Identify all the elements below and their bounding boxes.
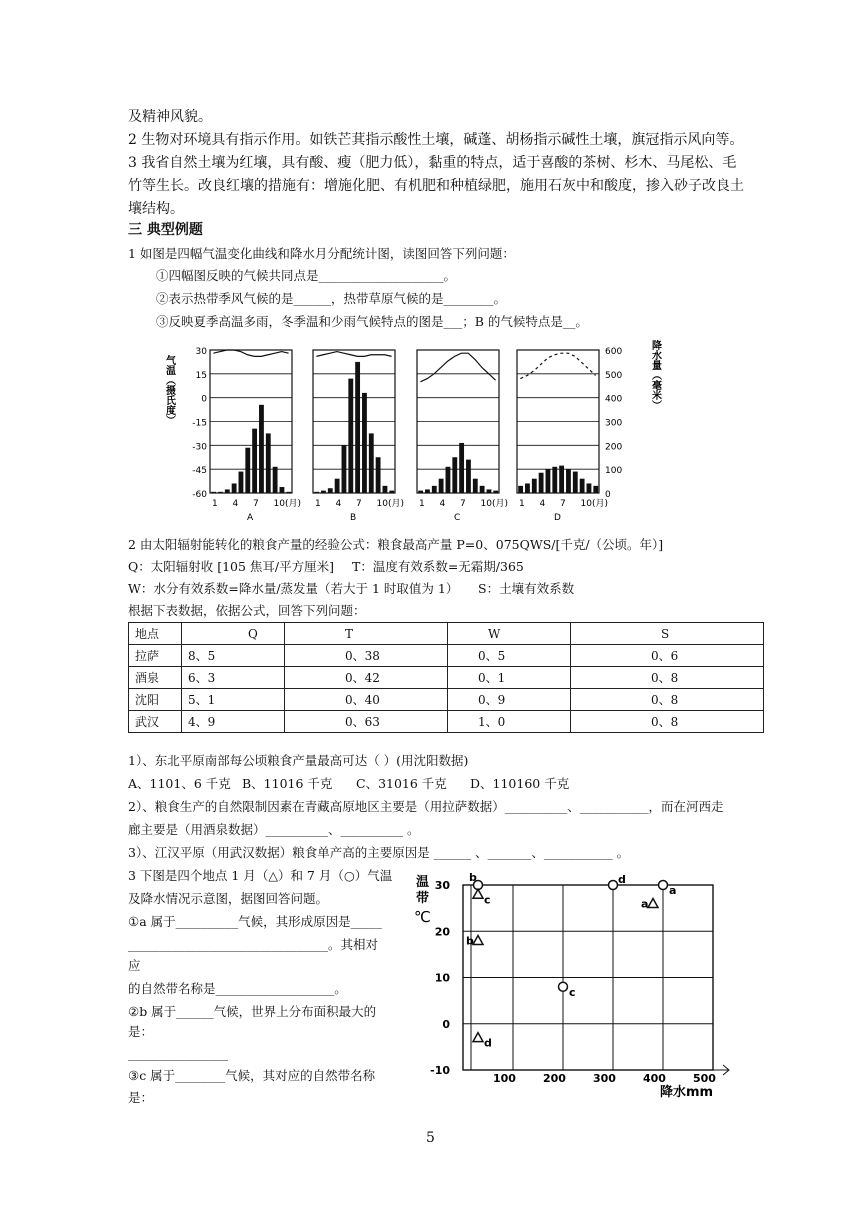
climate-charts-figure [165, 335, 665, 525]
temperature-precipitation-scatter [408, 871, 738, 1100]
left-axis-tick-label: 30 [195, 347, 207, 357]
panel-label: C [454, 513, 461, 523]
point-label: b [466, 934, 474, 948]
right-axis-label: 降水量（毫米） [649, 340, 661, 410]
table-row [129, 711, 764, 733]
precipitation-bar [587, 483, 592, 493]
x-tick-label: 7 [253, 499, 259, 509]
panel-label: A [247, 513, 254, 523]
precipitation-bar [342, 445, 347, 493]
q1-question-c: ③反映夏季高温多雨，冬季温和少雨气候特点的图是___；B 的气候特点是__。 [156, 314, 588, 329]
right-axis-tick-label: 600 [605, 347, 623, 357]
precipitation-bar [369, 433, 374, 493]
q3-c-line1: ③c 属于________气候，其对应的自然带名称 [128, 1068, 376, 1083]
table-cell: 0、38 [285, 645, 448, 667]
left-axis-tick-label: -30 [192, 442, 207, 453]
precipitation-bar [376, 457, 381, 493]
precipitation-bar [362, 393, 367, 493]
precipitation-bar [245, 448, 250, 493]
q3-a-line3: 应 [128, 958, 141, 973]
table-row [129, 645, 764, 667]
y-tick-label: 10 [434, 971, 450, 985]
q3-b-line2: 是： [128, 1024, 154, 1039]
point-label: c [484, 893, 491, 907]
panel-label: B [350, 513, 357, 523]
q2-sub3: 3）、江汉平原（用武汉数据）粮食单产高的主要原因是 ______ 、_______、___________ 。 [128, 845, 630, 860]
precipitation-bar [266, 433, 271, 493]
intro-p3-line1: 3 我省自然土壤为红壤，具有酸、瘦（肥力低），黏重的特点，适于喜酸的茶树、杉木、马尾松、毛 [128, 155, 737, 171]
table-header-cell: T [285, 623, 448, 645]
precipitation-bar [389, 491, 394, 493]
table-cell: 5、1 [182, 689, 285, 711]
q3-b-line1: ②b 属于______气候，世界上分布面积最大的 [128, 1004, 377, 1019]
precipitation-bar [559, 466, 564, 493]
table-header-row [129, 623, 764, 645]
table-cell: 0、9 [448, 689, 571, 711]
q3-a-line1: ①a 属于__________气候，其形成原因是_____ [128, 914, 382, 929]
q2-option-d: D、110160 千克 [470, 776, 570, 791]
right-axis-tick-label: 400 [605, 394, 623, 405]
precipitation-bar [580, 479, 585, 493]
table-cell: 0、42 [285, 667, 448, 689]
table-cell: 0、8 [571, 667, 764, 689]
table-cell: 0、1 [448, 667, 571, 689]
table-cell: 1、0 [448, 711, 571, 733]
right-axis-tick-label: 200 [605, 442, 623, 453]
q3-stem-line2: 及降水情况示意图，据图回答问题。 [128, 891, 329, 906]
precipitation-bar [459, 443, 464, 493]
q2-option-c: C、31016 千克 [356, 776, 447, 791]
precipitation-bar [328, 488, 333, 493]
x-tick-label: 7 [560, 499, 566, 509]
q1-question-a: ①四幅图反映的气候共同点是____________________。 [156, 268, 457, 283]
precipitation-bar [539, 473, 544, 493]
table-cell: 8、5 [182, 645, 285, 667]
precipitation-bar [355, 362, 360, 493]
precipitation-bar [573, 472, 578, 493]
left-axis-tick-label: -15 [192, 418, 207, 429]
january-triangle-marker [648, 899, 658, 908]
y-axis-label: 温 [416, 875, 430, 890]
point-label: b [469, 871, 477, 884]
intro-line0: 及精神风貌。 [128, 109, 212, 125]
precipitation-bar [446, 467, 451, 493]
table-row [129, 667, 764, 689]
y-axis-unit: ℃ [414, 908, 431, 926]
left-axis-tick-label: -60 [192, 490, 207, 500]
intro-p3-line2: 竹等生长。改良红壤的措施有：增施化肥、有机肥和种植绿肥，施用石灰中和酸度，掺入砂子改良土 [128, 178, 744, 194]
y-tick-label: 20 [434, 925, 450, 939]
q1-stem: 1 如图是四幅气温变化曲线和降水月分配统计图，读图回答下列问题： [128, 246, 515, 261]
x-tick-label: 7 [356, 499, 362, 509]
table-header-cell: Q [182, 623, 285, 645]
right-axis-tick-label: 300 [605, 418, 623, 429]
q3-c-line2: 是： [128, 1090, 154, 1105]
q3-stem-line1: 3 下图是四个地点 1 月（△）和 7 月（○）气温 [128, 868, 393, 883]
precipitation-bar [425, 489, 430, 493]
y-tick-label: 0 [442, 1017, 450, 1031]
precipitation-bar [232, 483, 237, 493]
table-cell: 0、6 [571, 645, 764, 667]
point-label: a [641, 897, 649, 911]
table-header-cell: S [571, 623, 764, 645]
x-tick-label: 400 [643, 1072, 666, 1085]
q3-b-line3: ________________ [128, 1046, 228, 1061]
q2-option-b: B、11016 千克 [242, 776, 333, 791]
july-circle-marker [659, 881, 668, 890]
precipitation-bar [487, 489, 492, 493]
table-cell: 0、5 [448, 645, 571, 667]
right-axis-tick-label: 0 [605, 490, 611, 500]
q2-sub2-line1: 2）、粮食生产的自然限制因素在青藏高原地区主要是（用拉萨数据）__________、___________，而在河西走 [128, 799, 724, 814]
left-axis-label: 气温（摄氏度） [163, 355, 175, 425]
precipitation-bar [518, 486, 523, 493]
precipitation-bar [593, 486, 598, 493]
q2-stem: 2 由太阳辐射能转化的粮食产量的经验公式：粮食最高产量 P=0、075QWS/[千克/（公顷。年）] [128, 537, 664, 552]
point-label: d [484, 1036, 492, 1050]
x-tick-label: 10(月) [273, 499, 301, 509]
precipitation-bar [473, 479, 478, 493]
temperature-line [213, 350, 288, 356]
precipitation-bar [546, 469, 551, 493]
x-tick-label: 10(月) [480, 499, 508, 509]
table-row [129, 689, 764, 711]
precipitation-bar [273, 467, 278, 493]
x-tick-label: 1 [315, 499, 321, 509]
x-tick-label: 500 [693, 1072, 716, 1085]
q2-data-table [128, 622, 764, 733]
table-cell: 0、8 [571, 711, 764, 733]
q1-question-b: ②表示热带季风气候的是______，热带草原气候的是________。 [156, 291, 507, 306]
y-tick-label: -10 [430, 1064, 450, 1077]
q2-s-definition: S：土壤有效系数 [478, 581, 575, 596]
precipitation-bar [335, 479, 340, 493]
table-cell: 4、9 [182, 711, 285, 733]
intro-p3-line3: 壤结构。 [128, 201, 184, 217]
january-triangle-marker [473, 889, 483, 898]
page-number: 5 [426, 1130, 435, 1146]
temperature-line [316, 352, 391, 357]
x-axis-label: 降水mm [660, 1085, 714, 1100]
right-axis-tick-label: 500 [605, 370, 623, 381]
q2-sub1: 1）、东北平原南部每公顷粮食产量最高可达（ ）(用沈阳数据) [128, 753, 469, 768]
precipitation-bar [314, 492, 319, 493]
temperature-line [420, 353, 495, 382]
y-tick-label: 30 [434, 879, 450, 892]
table-cell: 酒泉 [129, 667, 182, 689]
precipitation-bar [280, 487, 285, 493]
precipitation-bar [259, 405, 264, 493]
table-cell: 沈阳 [129, 689, 182, 711]
q2-option-a: A、1101、6 千克 [128, 776, 231, 791]
point-label: d [618, 873, 626, 886]
q3-a-line2: ________________________________。其相对 [128, 937, 379, 952]
table-cell: 0、40 [285, 689, 448, 711]
precipitation-bar [532, 479, 537, 493]
x-tick-label: 4 [232, 499, 239, 509]
table-header-cell: 地点 [129, 623, 182, 645]
precipitation-bar [480, 486, 485, 493]
july-circle-marker [609, 881, 618, 890]
january-triangle-marker [473, 936, 483, 945]
precipitation-bar [418, 491, 423, 493]
table-cell: 武汉 [129, 711, 182, 733]
x-tick-label: 10(月) [376, 499, 404, 509]
x-tick-label: 1 [419, 499, 425, 509]
precipitation-bar [432, 486, 437, 493]
x-tick-label: 1 [212, 499, 218, 509]
precipitation-bar [383, 486, 388, 493]
right-axis-tick-label: 100 [605, 466, 623, 477]
q2-q-definition: Q：太阳辐射收 [105 焦耳/平方厘米] [128, 559, 335, 574]
panel-label: D [554, 513, 561, 523]
x-tick-label: 4 [539, 499, 546, 509]
intro-p2: 2 生物对环境具有指示作用。如铁芒萁指示酸性土壤，碱蓬、胡杨指示碱性土壤，旗冠指示风向等。 [128, 132, 744, 148]
precipitation-bar [225, 489, 230, 493]
precipitation-bar [211, 492, 216, 493]
left-axis-tick-label: -45 [192, 466, 207, 477]
q2-lead: 根据下表数据，依据公式，回答下列问题： [128, 603, 366, 618]
x-tick-label: 10(月) [580, 499, 608, 509]
x-tick-label: 200 [543, 1072, 566, 1085]
x-tick-label: 300 [593, 1072, 616, 1085]
left-axis-tick-label: 0 [201, 394, 207, 405]
x-tick-label: 4 [335, 499, 342, 509]
precipitation-bar [286, 492, 291, 493]
y-axis-label: 带 [416, 891, 430, 906]
precipitation-bar [348, 379, 353, 493]
x-tick-label: 7 [460, 499, 466, 509]
precipitation-bar [466, 460, 471, 493]
point-label: a [669, 884, 677, 897]
x-tick-label: 100 [493, 1072, 516, 1085]
table-cell: 0、63 [285, 711, 448, 733]
precipitation-bar [252, 429, 257, 493]
january-triangle-marker [473, 1033, 483, 1042]
precipitation-bar [525, 483, 530, 493]
left-axis-tick-label: 15 [195, 370, 207, 381]
july-circle-marker [559, 982, 568, 991]
x-tick-label: 1 [519, 499, 525, 509]
precipitation-bar [439, 479, 444, 493]
precipitation-bar [321, 491, 326, 493]
table-header-cell: W [448, 623, 571, 645]
x-tick-label: 4 [439, 499, 446, 509]
precipitation-bar [493, 491, 498, 493]
q2-sub2-line2: 廊主要是（用酒泉数据）__________、__________ 。 [128, 822, 420, 837]
table-cell: 0、8 [571, 689, 764, 711]
q2-w-definition: W：水分有效系数=降水量/蒸发量（若大于 1 时取值为 1） [128, 581, 459, 596]
q2-t-definition: T：温度有效系数=无霜期/365 [352, 559, 524, 574]
precipitation-bar [218, 492, 223, 493]
precipitation-bar [452, 457, 457, 493]
section-title: 三 典型例题 [128, 222, 203, 238]
table-cell: 拉萨 [129, 645, 182, 667]
precipitation-bar [552, 467, 557, 493]
q3-a-line4: 的自然带名称是___________________。 [128, 981, 347, 996]
temperature-line [520, 353, 595, 378]
point-label: c [569, 985, 576, 999]
precipitation-bar [566, 469, 571, 493]
table-cell: 6、3 [182, 667, 285, 689]
precipitation-bar [239, 472, 244, 493]
